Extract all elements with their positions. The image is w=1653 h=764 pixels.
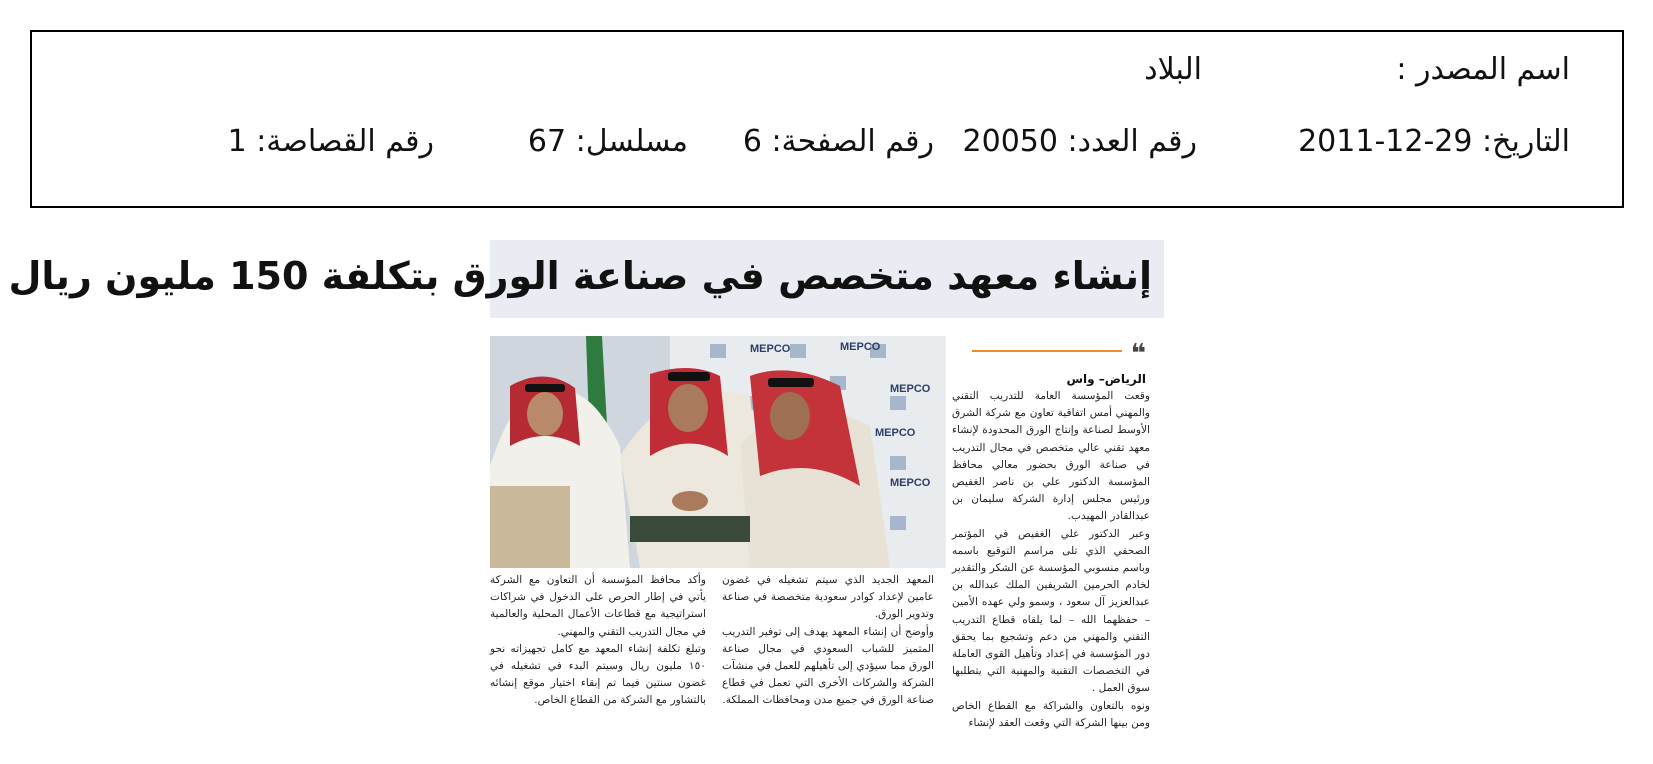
- photo-logo-text: MEPCO: [890, 477, 931, 489]
- photo-logo-text: MEPCO: [840, 341, 881, 353]
- paragraph: وعبر الدكتور علي الغفيص في المؤتمر الصحفي الذي تلى مراسم التوقيع باسمه وباسم منسوبي المؤسسة عن الشكر والتقدير لخادم الحرمين الشريفين الملك عبدالله بن عبدالعزيز آل سعود ، وسمو ولي عهده الأمين – حفظهما الله – لما يلقاه قطاع التدريب التقني والمهني من دعم وتشجيع بما يحقق دور المؤسسة في إعداد وتأهيل القوى العاملة في التخصصات التقنية والمهنية التي يتطلبها سوق العمل .: [952, 527, 1150, 695]
- paragraph: وأوضح أن إنشاء المعهد يهدف إلى توفير التدريب المتميز للشباب السعودي في مجال صناعة الورق مما سيؤدي إلى تأهيلهم للعمل في منشآت الشركة والشركات الأخرى التي تعمل في قطاع صناعة الورق في جميع مدن ومحافظات المملكة.: [722, 625, 934, 707]
- orange-divider: [972, 350, 1122, 352]
- serial-field: مسلسل: 67: [527, 124, 688, 159]
- photo-logo-text: MEPCO: [750, 343, 791, 355]
- article-photo: [490, 336, 946, 568]
- source-label: اسم المصدر :: [1396, 52, 1570, 87]
- paragraph: وأكد محافظ المؤسسة أن التعاون مع الشركة يأتي في إطار الحرص على الدخول في شراكات استراتيجية مع قطاعات الأعمال المحلية والعالمية في مجال التدريب التقني والمهني.: [490, 574, 706, 638]
- headline-band: [8, 240, 1164, 318]
- page-number-field: رقم الصفحة: 6: [742, 124, 934, 159]
- photo-logo-text: MEPCO: [875, 427, 916, 439]
- paragraph: ونوه بالتعاون والشراكة مع القطاع الخاص ومن بينها الشركة التي وقعت العقد لإنشاء: [952, 699, 1150, 729]
- article-dateline: الرياض– واس: [1066, 372, 1146, 386]
- photo-logo-text: MEPCO: [890, 383, 931, 395]
- paragraph: وقعت المؤسسة العامة للتدريب التقني والمهني أمس اتفاقية تعاون مع شركة الشرق الأوسط لصناعة وإنتاج الورق المحدودة لإنشاء معهد تقني عالي متخصص في مجال التدريب في صناعة الورق بحضور معالي محافظ المؤسسة الدكتور علي بن ناصر الغفيص ورئيس مجلس إدارة الشركة سليمان بن عبدالقادر المهيدب.: [952, 390, 1150, 523]
- paragraph: المعهد الجديد الذي سيتم تشغيله في غضون عامين لإعداد كوادر سعودية متخصصة في صناعة وتدوير الورق.: [722, 574, 934, 621]
- paragraph: وتبلغ تكلفة إنشاء المعهد مع كامل تجهيزاته نحو ١٥٠ مليون ريال وسيتم البدء في تشغيله في غضون سنتين فيما تم إبقاء اختيار موقع إنشائه بالتشاور مع الشركة من القطاع الخاص.: [490, 642, 706, 707]
- date-field: التاريخ: 29-12-2011: [1298, 124, 1570, 159]
- article-column-middle: [722, 572, 934, 710]
- quote-mark-icon: ❝: [1130, 339, 1146, 369]
- newspaper-clipping: [8, 240, 1164, 750]
- issue-number-field: رقم العدد: 20050: [962, 124, 1197, 159]
- source-value: البلاد: [1144, 52, 1202, 87]
- article-column-left: [490, 572, 706, 710]
- article-headline: إنشاء معهد متخصص في صناعة الورق بتكلفة 150 مليون ريال: [8, 254, 1152, 298]
- article-column-right: [952, 388, 1150, 732]
- clipping-info-box: [30, 30, 1624, 208]
- clip-number-field: رقم القصاصة: 1: [227, 124, 434, 159]
